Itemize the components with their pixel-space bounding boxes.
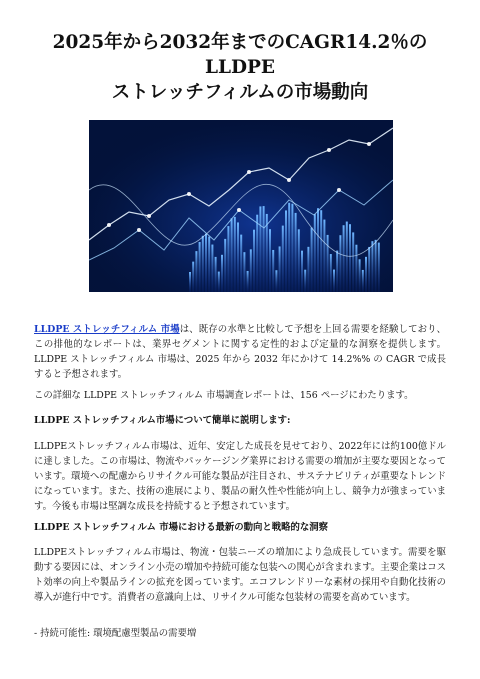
hero-bar: [359, 259, 361, 292]
hero-dot: [137, 228, 141, 232]
hero-dot: [107, 223, 111, 227]
hero-bar: [307, 247, 309, 292]
paragraph-trends: LLDPEストレッチフィルム市場は、物流・包装ニーズの増加により急成長しています。需要を駆動する要因には、オンライン小売の増加や持続可能な包装への関心が含まれます。主要企業はコスト効率の向上や製品ラインの拡充を図っています。エコフレンドリーな素材の採用や自動化技術の導入が進行中です。消費者の意識向上は、リサイクル可能な包装材の需要を高めています。: [34, 547, 446, 603]
hero-dot: [187, 192, 191, 196]
heading-overview: LLDPE ストレッチフィルム市場について簡単に説明します:: [34, 415, 291, 426]
hero-dot: [247, 170, 251, 174]
hero-bar: [205, 234, 207, 292]
hero-dot: [367, 142, 371, 146]
hero-bar: [234, 217, 236, 292]
hero-bar: [250, 249, 252, 292]
hero-bar: [240, 235, 242, 292]
hero-bar: [224, 239, 226, 292]
hero-dot: [237, 208, 241, 212]
hero-bar: [269, 229, 271, 292]
market-link[interactable]: LLDPE ストレッチフィルム 市場: [34, 324, 180, 335]
hero-bar: [352, 232, 354, 292]
hero-chart-image: [89, 120, 393, 292]
paragraph-intro-text: は、既存の水準と比較して予想を上回る需要を経験しており、この排他的なレポートは、業界セグメントに関する定性的および定量的な洞察を提供します。 LLDPE ストレッチフィルム 市場は、2025 年から 2032 年にかけて 14.2%% の CAGR で成長すると予想されます。: [34, 324, 446, 380]
hero-bar: [215, 257, 217, 292]
hero-bar: [314, 214, 316, 292]
paragraph-overview: LLDPEストレッチフィルム市場は、近年、安定した成長を見せており、2022年には約100億ドルに達しました。この市場は、物流やパッケージング業界における需要の増加が主要な要因となっています。環境への配慮からリサイクル可能な製品が注目され、サステナビリティが重要なトレンドになっています。また、技術の進展により、製品の耐久性や性能が向上し、競争力が強まっています。今後も市場は堅調な成長を持続すると予想されています。: [34, 441, 446, 512]
hero-bar: [368, 247, 370, 292]
hero-bar: [218, 272, 220, 292]
hero-bar: [371, 241, 373, 292]
hero-bar: [291, 204, 293, 292]
hero-bar: [208, 237, 210, 292]
hero-bar: [298, 229, 300, 292]
hero-bar: [243, 252, 245, 292]
hero-bar: [227, 226, 229, 292]
bullet-sustainability: - 持続可能性: 環境配慮型製品の需要増: [34, 628, 197, 639]
hero-bar: [237, 222, 239, 292]
hero-bar: [355, 245, 357, 292]
hero-bar: [192, 262, 194, 292]
hero-dot: [147, 214, 151, 218]
hero-bar: [365, 257, 367, 292]
hero-bar: [362, 270, 364, 292]
hero-bar: [195, 251, 197, 292]
hero-bar: [288, 203, 290, 292]
hero-bar: [323, 220, 325, 292]
hero-bar: [327, 235, 329, 292]
hero-bar: [263, 206, 265, 292]
heading-trends: LLDPE ストレッチフィルム 市場における最新の動向と戦略的な洞察: [34, 522, 328, 533]
paragraph-intro: [34, 322, 446, 382]
title-line-1: 2025年から2032年までのCAGR14.2％のLLDPE: [52, 32, 428, 78]
hero-bar: [279, 246, 281, 292]
hero-bar: [317, 208, 319, 292]
hero-bar: [189, 272, 191, 292]
hero-bar: [275, 270, 277, 292]
hero-bar: [253, 230, 255, 292]
hero-bar: [349, 224, 351, 292]
paragraph-report-pages: この詳細な LLDPE ストレッチフィルム 市場調査レポートは、156 ページにわたります。: [34, 390, 414, 401]
hero-bar: [333, 270, 335, 292]
hero-bar: [339, 235, 341, 292]
hero-bar: [320, 210, 322, 292]
hero-bar: [336, 251, 338, 292]
hero-bar: [272, 250, 274, 292]
hero-bar: [199, 242, 201, 292]
hero-bar: [285, 210, 287, 292]
hero-bar: [295, 213, 297, 292]
hero-bar: [202, 236, 204, 292]
hero-bar: [378, 243, 380, 292]
hero-bar: [247, 271, 249, 292]
hero-bar: [211, 245, 213, 292]
hero-bar: [282, 226, 284, 292]
hero-bar: [343, 225, 345, 292]
hero-bar: [304, 270, 306, 292]
hero-bar: [259, 206, 261, 292]
hero-bar: [311, 228, 313, 292]
hero-bar: [221, 255, 223, 292]
hero-bar: [256, 215, 258, 292]
hero-dot: [337, 188, 341, 192]
hero-bar: [330, 254, 332, 292]
hero-bar: [375, 240, 377, 292]
hero-bar: [231, 218, 233, 292]
hero-bar: [301, 251, 303, 292]
hero-dot: [327, 148, 331, 152]
hero-dot: [287, 178, 291, 182]
hero-bar: [346, 222, 348, 292]
title-line-2: ストレッチフィルムの市場動向: [111, 82, 369, 103]
page-title: [20, 30, 460, 105]
